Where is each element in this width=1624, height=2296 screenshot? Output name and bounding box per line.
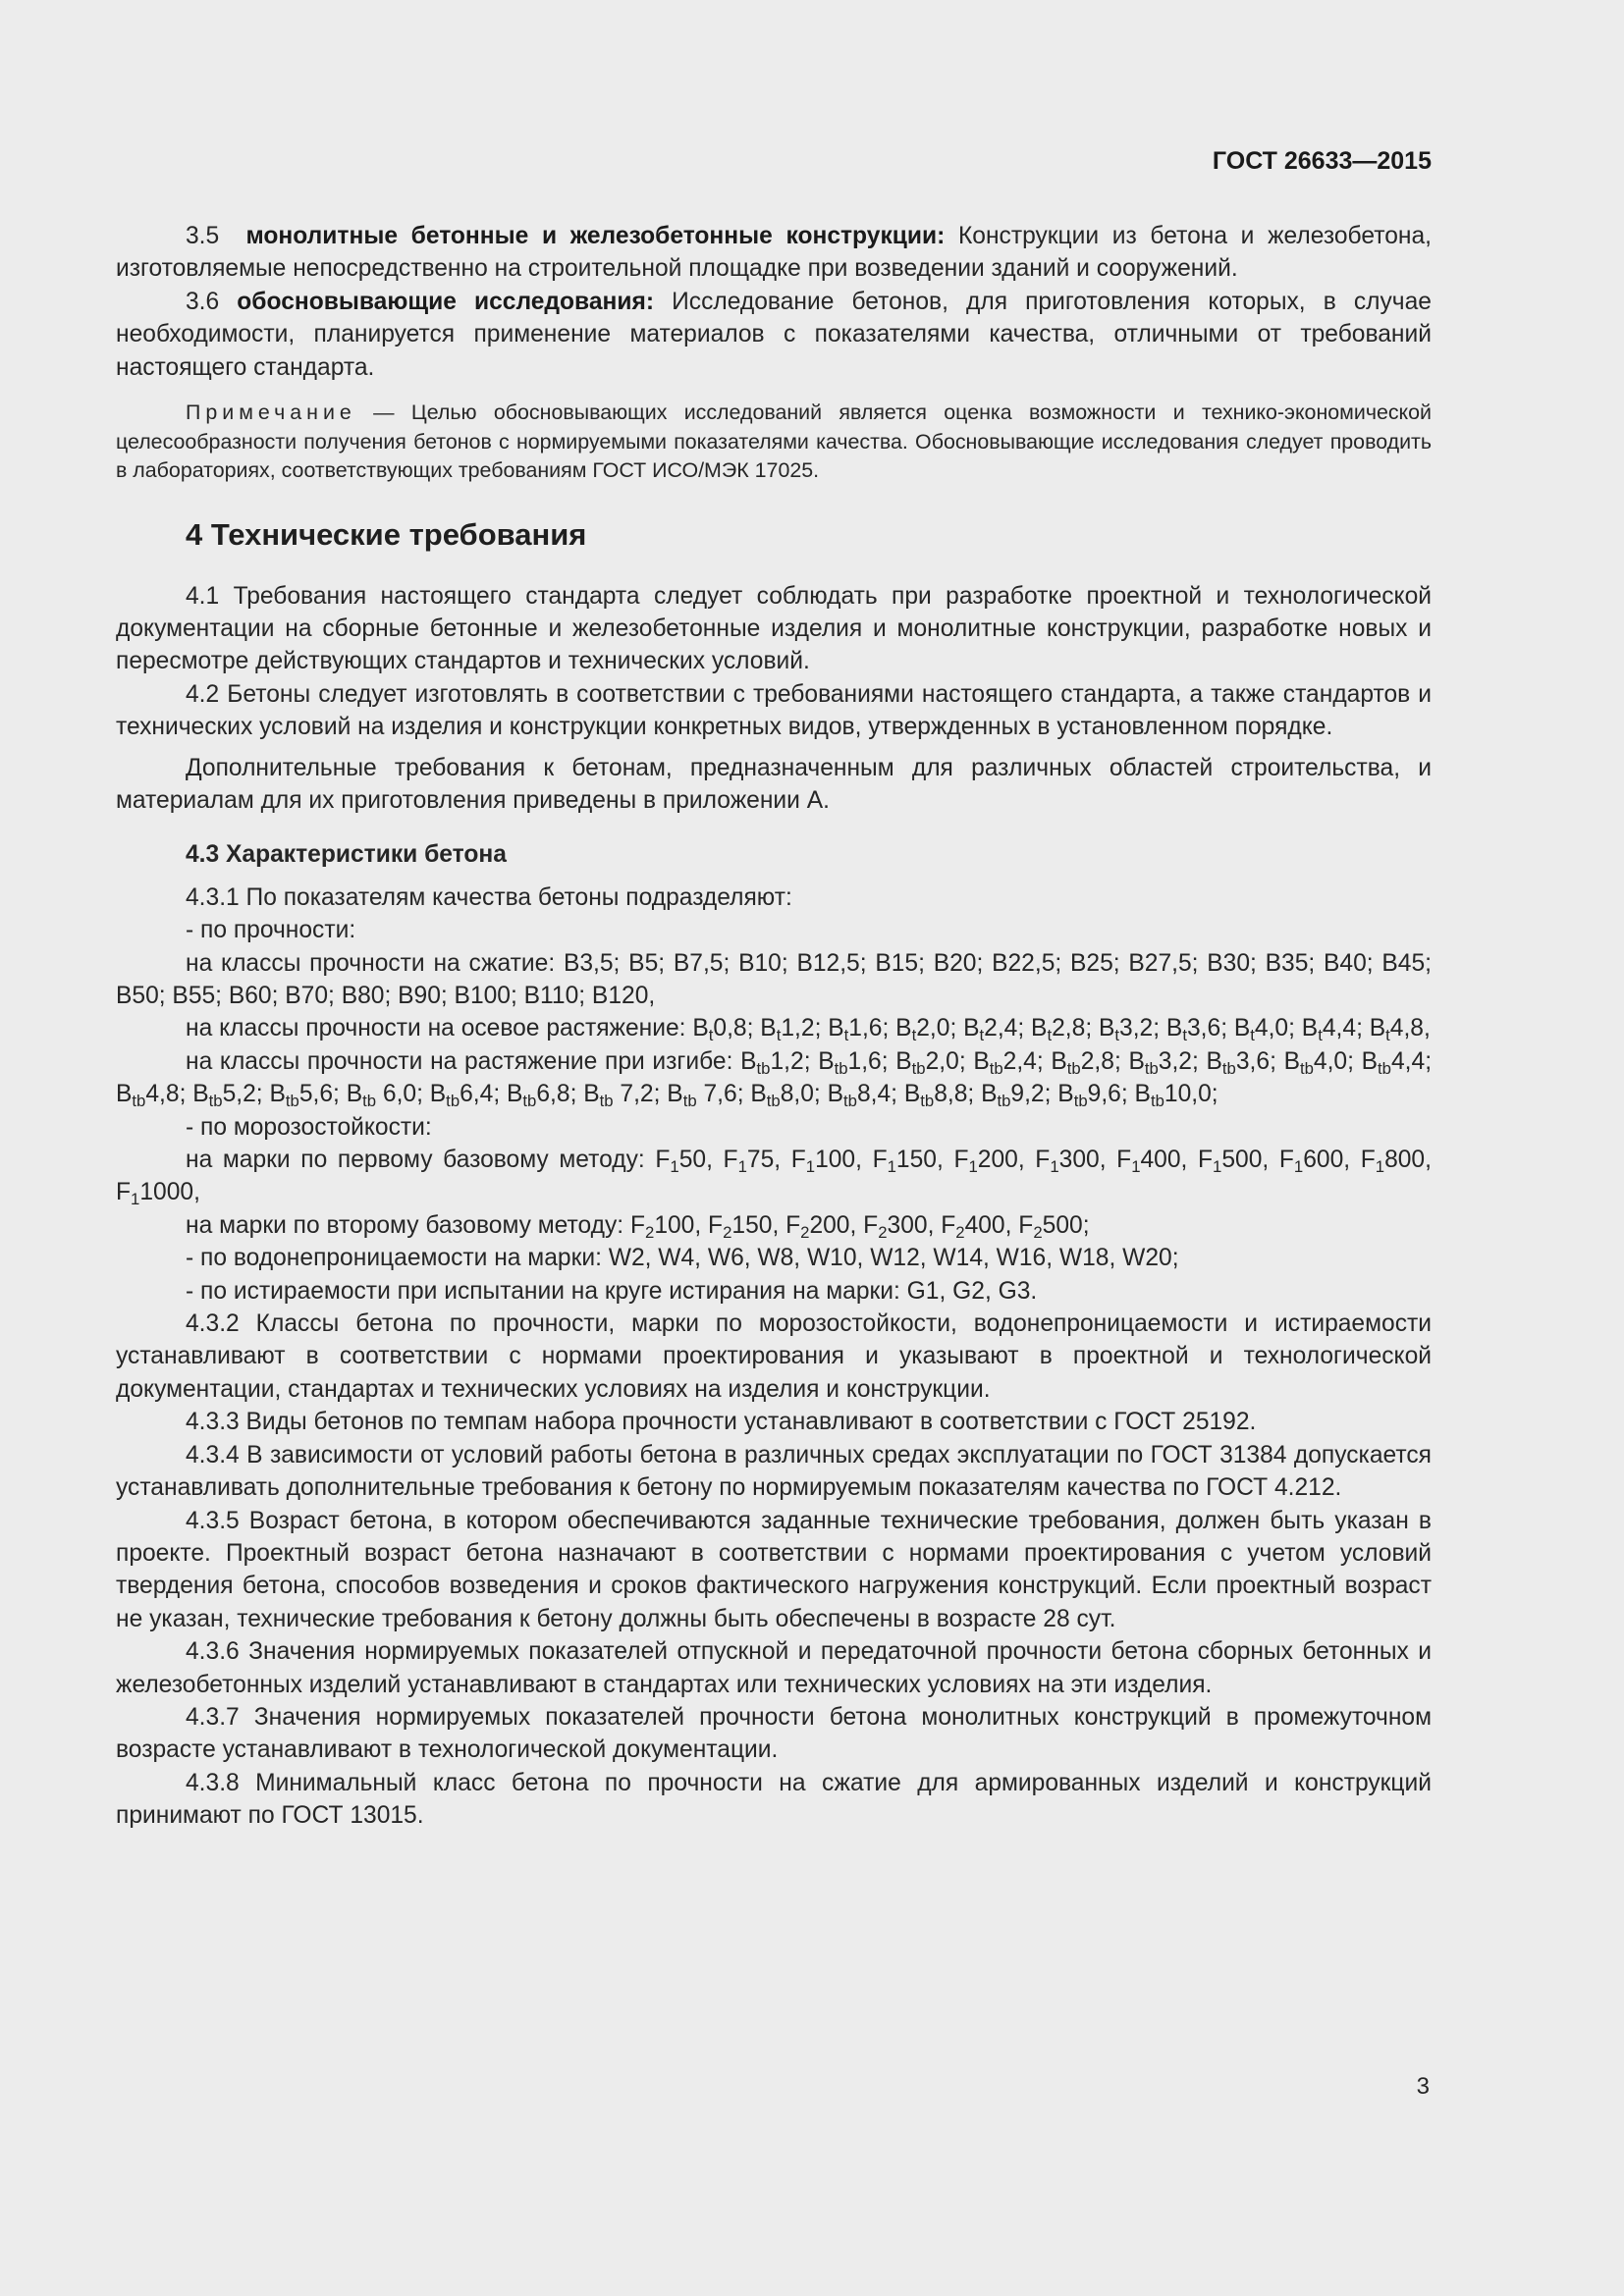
class-value: 150: [895, 1147, 937, 1174]
class-subscript: 1: [1375, 1157, 1385, 1177]
class-subscript: 1: [1050, 1157, 1059, 1177]
class-value: 4,4: [1322, 1015, 1357, 1042]
class-symbol: B: [507, 1081, 523, 1108]
document-header: ГОСТ 26633—2015: [1212, 147, 1432, 175]
class-value: 3,2: [1158, 1047, 1192, 1075]
class-item: [1301, 1015, 1357, 1045]
class-value: 4,0: [1254, 1015, 1289, 1042]
class-subscript: tb: [522, 1092, 537, 1111]
class-subscript: tb: [1150, 1092, 1164, 1111]
class-value: 2,0: [925, 1047, 959, 1075]
class-item: [1128, 1047, 1192, 1078]
class-subscript: t: [1250, 1026, 1255, 1045]
class-symbol: B: [583, 1081, 600, 1108]
class-item: [1165, 1015, 1221, 1045]
class-item: [1198, 1147, 1263, 1177]
class-subscript: tb: [599, 1092, 614, 1111]
class-item: [1233, 1015, 1289, 1045]
class-symbol: F: [1116, 1147, 1132, 1174]
class-value: 1000: [139, 1179, 194, 1206]
class-value: 1,6: [847, 1047, 882, 1075]
class-symbol: F: [723, 1147, 738, 1174]
class-subscript: tb: [1299, 1058, 1314, 1078]
class-item: [963, 1015, 1018, 1045]
class-symbol: F: [708, 1211, 724, 1239]
class-subscript: 1: [737, 1157, 747, 1177]
class-subscript: tb: [834, 1058, 848, 1078]
class-value: 200: [977, 1147, 1018, 1174]
class-item: [116, 1179, 194, 1209]
note: [116, 399, 1432, 486]
class-value: 8,4: [856, 1081, 892, 1108]
class-item: [692, 1015, 747, 1045]
clause-4-3-8: 4.3.8 Минимальный класс бетона по прочности на сжатие для армированных изделий и конструкций принимают по ГОСТ 13015.: [116, 1769, 1432, 1830]
class-symbol: B: [667, 1081, 683, 1108]
definition: Исследование бетонов, для приготовления которых, в случае необходимости, планируется применение материалов с показателями качества, отличными от требований настоящего стандарта.: [116, 288, 1432, 381]
class-item: [667, 1081, 737, 1111]
class-item: [1031, 1015, 1086, 1045]
class-value: 4,8: [145, 1081, 180, 1108]
list-item-strength: - по прочности:: [186, 917, 356, 944]
class-value: 6,4: [460, 1081, 494, 1108]
class-subscript: t: [1182, 1026, 1187, 1045]
class-value: 0,8: [713, 1015, 747, 1042]
class-subscript: 2: [723, 1222, 732, 1242]
class-symbol: F: [785, 1211, 801, 1239]
class-subscript: t: [708, 1026, 714, 1045]
class-subscript: tb: [843, 1092, 857, 1111]
class-subscript: 2: [955, 1222, 965, 1242]
class-value: 400: [964, 1211, 1005, 1239]
class-item: [973, 1047, 1037, 1078]
class-subscript: tb: [1144, 1058, 1159, 1078]
class-item: [1206, 1047, 1271, 1078]
class-symbol: F: [655, 1147, 671, 1174]
class-item: [760, 1015, 815, 1045]
class-value: 400: [1140, 1147, 1181, 1174]
list-label: на марки по второму базовому методу:: [186, 1211, 624, 1239]
class-symbol: F: [1035, 1147, 1051, 1174]
class-symbol: F: [1198, 1147, 1214, 1174]
class-symbol: B: [760, 1015, 777, 1042]
class-subscript: t: [1385, 1026, 1390, 1045]
class-item: [655, 1147, 707, 1177]
class-symbol: B: [1051, 1047, 1067, 1075]
class-value: 7,2: [613, 1081, 654, 1108]
class-item: [750, 1081, 814, 1111]
class-item: [1360, 1147, 1426, 1177]
class-subscript: 1: [968, 1157, 978, 1177]
frost-method-1: [116, 1144, 1432, 1209]
class-value: 100: [654, 1211, 695, 1239]
clause-4-3-7: 4.3.7 Значения нормируемых показателей прочности бетона монолитных конструкций в промежуточном возрасте устанавливают в технологической документации.: [116, 1703, 1432, 1764]
class-symbol: B: [1098, 1015, 1115, 1042]
class-subscript: t: [1318, 1026, 1323, 1045]
class-value: 2,8: [1052, 1015, 1086, 1042]
class-symbol: B: [1361, 1047, 1379, 1075]
class-value: 150: [731, 1211, 773, 1239]
class-item: [708, 1211, 773, 1242]
class-subscript: 1: [887, 1157, 896, 1177]
class-item: [1057, 1081, 1121, 1111]
class-value: 5,6: [298, 1081, 334, 1108]
class-list: $B_t0,8$; $B_t1,2$; $B_t1,6$; $B_t2,0$; $B_t2,4$; $B_t2,8$; $B_t3,2$; $B_t3,6$; $B_t4,0$; $B_t4,4$; $B_t4,8$,: [692, 1015, 1431, 1045]
class-symbol: F: [629, 1211, 646, 1239]
class-symbol: B: [116, 1081, 133, 1108]
class-value: 4,4: [1390, 1047, 1426, 1075]
clause-4-1: 4.1 Требования настоящего стандарта следует соблюдать при разработке проектной и технологической документации на сборные бетонные и железобетонные изделия и монолитные конструкции, разработке новых и пересмотре действующих стандартов и технических условий.: [116, 582, 1432, 675]
class-symbol: B: [346, 1081, 363, 1108]
class-item: [1278, 1147, 1344, 1177]
class-value: 3,6: [1235, 1047, 1271, 1075]
clause-3-5: [116, 220, 1432, 286]
clause-number: 3.6: [186, 288, 220, 315]
class-symbol: F: [790, 1147, 806, 1174]
class-symbol: B: [1301, 1015, 1319, 1042]
term: обосновывающие исследования:: [237, 288, 655, 315]
list-label: на классы прочности на растяжение при изгибе:: [186, 1047, 733, 1075]
class-symbol: B: [818, 1047, 835, 1075]
class-symbol: B: [981, 1081, 998, 1108]
clause-4-3-2: 4.3.2 Классы бетона по прочности, марки по морозостойкости, водонепроницаемости и истираемости устанавливают в соответствии с нормами проектирования и указывают в проектной и технологической документации, стандартах и технических условиях на изделия и конструкции.: [116, 1310, 1432, 1403]
class-subscript: tb: [766, 1092, 781, 1111]
clause-4-2-additional: Дополнительные требования к бетонам, предназначенным для различных областей строительства, и материалам для их приготовления приведены в приложении А.: [116, 754, 1432, 814]
class-item: [1035, 1147, 1100, 1177]
axial-tension-classes: [116, 1012, 1432, 1044]
class-value: 2,4: [1002, 1047, 1037, 1075]
class-value: 7,6: [696, 1081, 737, 1108]
class-symbol: B: [895, 1015, 912, 1042]
class-item: [828, 1015, 883, 1045]
class-item: [872, 1147, 937, 1177]
class-item: [941, 1211, 1005, 1242]
grade-list: $F_2100$, $F_2150$, $F_2200$, $F_2300$, $F_2400$, $F_2500$;: [629, 1211, 1090, 1242]
class-item: [1098, 1015, 1154, 1045]
class-value: 300: [887, 1211, 928, 1239]
list-item-water: - по водонепроницаемости на марки: W2, W4, W6, W8, W10, W12, W14, W16, W18, W20;: [186, 1245, 1179, 1272]
class-value: 50: [678, 1147, 707, 1174]
class-item: [895, 1015, 950, 1045]
class-symbol: F: [953, 1147, 969, 1174]
class-value: 2,4: [984, 1015, 1018, 1042]
class-subscript: t: [1047, 1026, 1053, 1045]
class-value: 9,6: [1087, 1081, 1121, 1108]
class-subscript: tb: [208, 1092, 223, 1111]
class-symbol: B: [1206, 1047, 1222, 1075]
grade-list: $F_150$, $F_175$, $F_1100$, $F_1150$, $F_1200$, $F_1300$, $F_1400$, $F_1500$, $F_1600$, $F_1800$, $F_11000$,: [116, 1147, 1432, 1209]
class-value: 3,2: [1119, 1015, 1154, 1042]
class-subscript: 1: [1131, 1157, 1141, 1177]
class-subscript: t: [843, 1026, 849, 1045]
subsection-heading: 4.3 Характеристики бетона: [186, 841, 507, 869]
class-subscript: 1: [1213, 1157, 1222, 1177]
class-symbol: B: [963, 1015, 980, 1042]
class-item: [1134, 1081, 1212, 1111]
document-body: [116, 220, 1432, 1833]
class-value: 4,8: [1389, 1015, 1424, 1042]
list-label: на марки по первому базовому методу:: [186, 1147, 645, 1174]
class-symbol: B: [827, 1081, 843, 1108]
class-item: [723, 1147, 775, 1177]
class-symbol: B: [973, 1047, 990, 1075]
class-item: [790, 1147, 856, 1177]
clause-4-3-3: 4.3.3 Виды бетонов по темпам набора прочности устанавливают в соответствии с ГОСТ 25192.: [186, 1409, 1257, 1436]
class-subscript: 2: [800, 1222, 810, 1242]
class-value: 600: [1303, 1147, 1344, 1174]
frost-method-2: [116, 1209, 1432, 1242]
class-item: [507, 1081, 570, 1111]
class-symbol: F: [116, 1179, 132, 1206]
class-value: 75: [746, 1147, 775, 1174]
class-item: [818, 1047, 882, 1078]
class-symbol: B: [429, 1081, 447, 1108]
class-item: [1051, 1047, 1114, 1078]
class-item: [827, 1081, 892, 1111]
class-symbol: B: [192, 1081, 209, 1108]
class-value: 1,6: [848, 1015, 883, 1042]
class-subscript: tb: [911, 1058, 926, 1078]
class-symbol: B: [1134, 1081, 1151, 1108]
class-value: 100: [815, 1147, 856, 1174]
class-value: 4,0: [1313, 1047, 1348, 1075]
compression-classes: [116, 947, 1432, 1013]
class-item: [429, 1081, 494, 1111]
class-value: 300: [1058, 1147, 1100, 1174]
clause-4-3-5: 4.3.5 Возраст бетона, в котором обеспечиваются заданные технические требования, должен быть указан в проекте. Проектный возраст бетона назначают в соответствии с нормами проектирования с учетом условий твердения бетона, способов возведения и сроков фактического нагружения конструкций. Если проектный возраст не указан, технические требования к бетону должны быть обеспечены в возрасте 28 сут.: [116, 1507, 1432, 1632]
class-subscript: t: [979, 1026, 985, 1045]
class-subscript: 1: [131, 1190, 140, 1209]
class-value: 200: [809, 1211, 850, 1239]
class-symbol: B: [1128, 1047, 1145, 1075]
class-symbol: F: [941, 1211, 956, 1239]
class-subscript: tb: [1073, 1092, 1088, 1111]
class-subscript: 1: [805, 1157, 816, 1177]
term: монолитные бетонные и железобетонные конструкции:: [245, 223, 946, 249]
class-item: [346, 1081, 417, 1111]
class-symbol: B: [1057, 1081, 1074, 1108]
class-item: [785, 1211, 850, 1242]
class-subscript: tb: [997, 1092, 1011, 1111]
class-item: [953, 1147, 1018, 1177]
class-item: [895, 1047, 959, 1078]
class-symbol: B: [828, 1015, 844, 1042]
class-value: 6,0: [376, 1081, 417, 1108]
class-symbol: B: [903, 1081, 921, 1108]
class-subscript: tb: [132, 1092, 146, 1111]
list-item-abrasion: - по истираемости при испытании на круге истирания на марки: G1, G2, G3.: [186, 1277, 1038, 1305]
class-symbol: B: [1031, 1015, 1048, 1042]
class-item: [116, 1081, 180, 1111]
class-item: [740, 1047, 804, 1078]
class-symbol: F: [863, 1211, 879, 1239]
class-symbol: B: [1165, 1015, 1183, 1042]
section-heading: 4 Технические требования: [186, 516, 587, 552]
class-symbol: B: [1369, 1015, 1386, 1042]
class-subscript: tb: [756, 1058, 771, 1078]
class-value: 3,6: [1186, 1015, 1221, 1042]
class-value: 9,2: [1010, 1081, 1045, 1108]
class-symbol: F: [1360, 1147, 1376, 1174]
definition: Конструкции из бетона и железобетона, изготовляемые непосредственно на строительной площадке при возведении зданий и сооружений.: [116, 223, 1432, 283]
class-value: 500: [1042, 1211, 1083, 1239]
class-value: 8,0: [780, 1081, 814, 1108]
class-subscript: tb: [1378, 1058, 1391, 1078]
class-item: [1369, 1015, 1424, 1045]
class-value: 8,8: [934, 1081, 968, 1108]
class-value: 6,8: [536, 1081, 570, 1108]
class-symbol: F: [1278, 1147, 1294, 1174]
class-subscript: t: [911, 1026, 917, 1045]
class-subscript: tb: [285, 1092, 299, 1111]
class-symbol: F: [872, 1147, 888, 1174]
class-item: [629, 1211, 695, 1242]
class-value: 2,8: [1080, 1047, 1114, 1075]
clause-4-3-6: 4.3.6 Значения нормируемых показателей отпускной и передаточной прочности бетона сборных бетонных и железобетонных изделий устанавливают в стандартах или технических условиях на эти изделия.: [116, 1638, 1432, 1698]
class-value: 5,2: [222, 1081, 256, 1108]
class-value: 10,0: [1164, 1081, 1212, 1108]
class-symbol: B: [269, 1081, 286, 1108]
class-item: [192, 1081, 256, 1111]
class-value: 2,0: [916, 1015, 950, 1042]
note-text: — Целью обосновывающих исследований является оценка возможности и технико-экономической целесообразности получения бетонов с нормируемыми показателями качества. Обосновывающие исследования следует проводить в лабораториях, соответствующих требованиям ГОСТ ИСО/МЭК 17025.: [116, 400, 1432, 483]
class-item: [1116, 1147, 1181, 1177]
clause-number: 3.5: [186, 223, 220, 249]
class-subscript: 2: [645, 1222, 655, 1242]
class-value: 800: [1384, 1147, 1426, 1174]
class-value: 500: [1221, 1147, 1263, 1174]
class-subscript: tb: [446, 1092, 460, 1111]
class-subscript: tb: [1221, 1058, 1236, 1078]
clause-4-3-1: 4.3.1 По показателям качества бетоны подразделяют:: [186, 883, 792, 911]
class-symbol: B: [740, 1047, 757, 1075]
class-item: [981, 1081, 1045, 1111]
class-symbol: B: [1233, 1015, 1251, 1042]
class-subscript: tb: [362, 1092, 377, 1111]
clause-4-2: 4.2 Бетоны следует изготовлять в соответствии с требованиями настоящего стандарта, а также стандартов и технических условий на изделия и конструкции конкретных видов, утвержденных в установленном порядке.: [116, 680, 1432, 741]
clause-3-6: [116, 286, 1432, 384]
class-value: 1,2: [770, 1047, 804, 1075]
class-item: [903, 1081, 968, 1111]
clause-4-3-4: 4.3.4 В зависимости от условий работы бетона в различных средах эксплуатации по ГОСТ 31384 допускается устанавливать дополнительные требования к бетону по нормируемым показателям качества по ГОСТ 4.212.: [116, 1441, 1432, 1502]
class-item: [583, 1081, 654, 1111]
class-item: [269, 1081, 334, 1111]
class-subscript: 1: [670, 1157, 679, 1177]
class-subscript: tb: [920, 1092, 935, 1111]
class-subscript: 1: [1293, 1157, 1304, 1177]
class-symbol: B: [1283, 1047, 1300, 1075]
list-label: на классы прочности на сжатие:: [186, 949, 556, 977]
bending-tension-classes: [116, 1045, 1432, 1111]
class-list: $B_{tb}1,2$; $B_{tb}1,6$; $B_{tb}2,0$; $B_{tb}2,4$; $B_{tb}2,8$; $B_{tb}3,2$; $B_{tb}3,6$; $B_{tb}4,0$; $B_{tb}4,4$; $B_{tb}4,8$; $B_{tb}5,2$; $B_{tb}5,6$; $B_{tb}$ 6,0; $B_{tb}6,4$; $B_{tb}6,8$; $B_{tb}$ 7,2; $B_{tb}$ 7,6; $B_{tb}8,0$; $B_{tb}8,4$; $B_{tb}8,8$; $B_{tb}9,2$; $B_{tb}9,6$; $B_{tb}10,0$;: [116, 1047, 1433, 1111]
page-number: 3: [1416, 2073, 1430, 2100]
class-item: [1361, 1047, 1426, 1078]
class-value: 1,2: [781, 1015, 815, 1042]
class-values: В3,5; В5; В7,5; В10; В12,5; В15; В20; В22,5; В25; В27,5; В30; В35; В40; В45; В50; В55; В60; В70; В80; В90; В100; В110; В120,: [116, 949, 1432, 1009]
class-symbol: F: [1018, 1211, 1034, 1239]
class-subscript: 2: [878, 1222, 888, 1242]
class-symbol: B: [895, 1047, 912, 1075]
list-item-frost: - по морозостойкости:: [186, 1113, 432, 1141]
note-label: Примечание: [186, 400, 356, 425]
class-symbol: B: [692, 1015, 709, 1042]
list-label: на классы прочности на осевое растяжение:: [186, 1015, 686, 1042]
class-subscript: tb: [1066, 1058, 1081, 1078]
class-subscript: tb: [682, 1092, 697, 1111]
class-symbol: B: [750, 1081, 767, 1108]
class-item: [1283, 1047, 1348, 1078]
class-subscript: 2: [1033, 1222, 1043, 1242]
class-subscript: t: [776, 1026, 782, 1045]
class-item: [863, 1211, 928, 1242]
class-subscript: tb: [989, 1058, 1003, 1078]
class-subscript: t: [1114, 1026, 1120, 1045]
class-item: [1018, 1211, 1083, 1242]
